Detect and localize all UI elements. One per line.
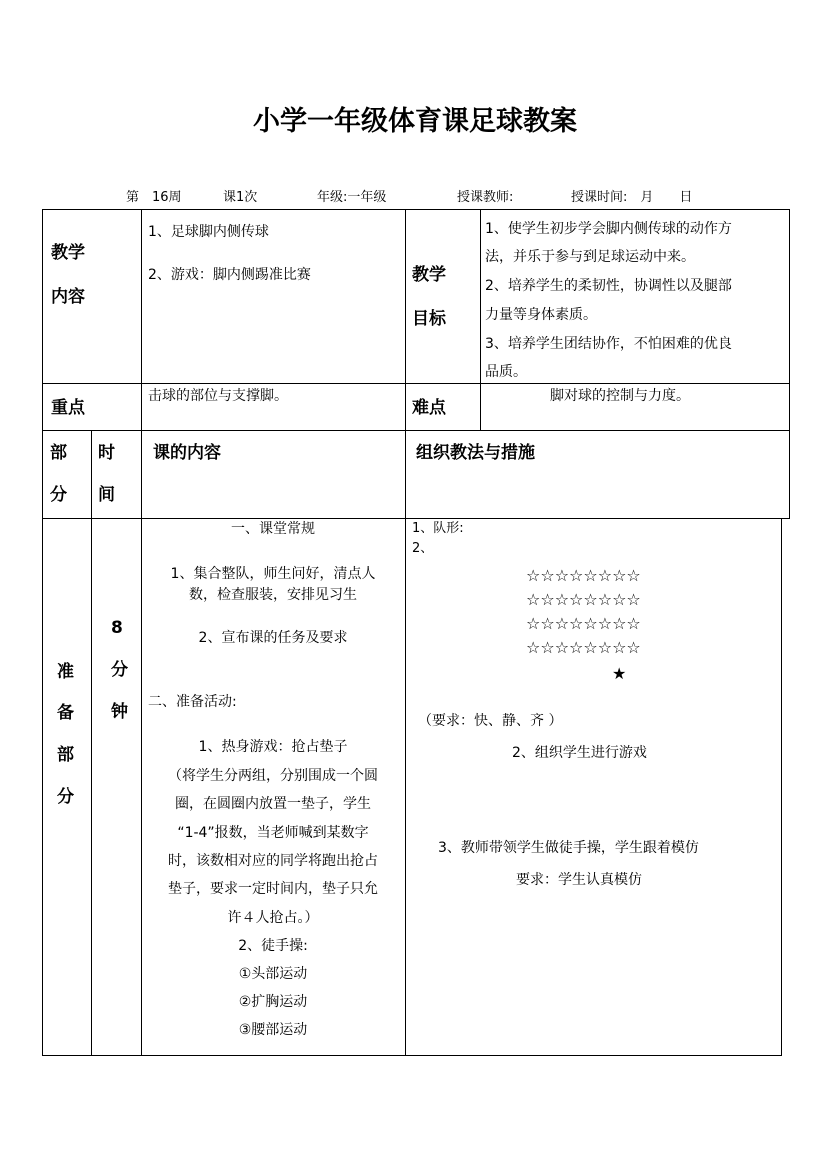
teaching-content-label-2: 内容 xyxy=(51,287,85,307)
method-line: 2、 xyxy=(412,541,434,556)
teaching-content-item: 2、游戏：脚内侧踢准比赛 xyxy=(148,267,311,283)
method-line: （要求：快、静、齐 ） xyxy=(418,713,563,729)
prep-time-label: 分 xyxy=(111,660,128,680)
content-line: “1-4”报数，当老师喊到某数字 xyxy=(177,825,369,841)
meta-teacher: 授课教师: xyxy=(457,190,514,205)
teaching-goal-line: 品质。 xyxy=(485,364,527,380)
key-point-label: 重点 xyxy=(51,398,85,418)
formation-row: ☆☆☆☆☆☆☆☆ xyxy=(526,566,641,585)
key-point-text: 击球的部位与支撑脚。 xyxy=(148,388,288,404)
teaching-goal-line: 法，并乐于参与到足球运动中来。 xyxy=(485,249,695,265)
difficulty-text: 脚对球的控制与力度。 xyxy=(550,388,690,404)
prep-part-label: 分 xyxy=(57,787,74,807)
difficulty-label: 难点 xyxy=(412,398,446,418)
content-line: 二、准备活动: xyxy=(148,694,237,710)
method-line: 要求：学生认真模仿 xyxy=(516,872,642,888)
meta-lesson: 课1次 xyxy=(223,190,258,205)
content-line: 一、课堂常规 xyxy=(231,521,315,537)
header-part: 部 xyxy=(50,443,67,463)
method-line: 1、队形: xyxy=(412,521,464,536)
page-title: 小学一年级体育课足球教案 xyxy=(253,106,577,137)
content-line: ②扩胸运动 xyxy=(238,994,308,1010)
content-line: 1、集合整队，师生问好，清点人 xyxy=(170,566,376,582)
teaching-content-label-1: 教学 xyxy=(51,243,85,263)
teaching-content-item: 1、足球脚内侧传球 xyxy=(148,224,269,240)
content-line: ③腰部运动 xyxy=(238,1022,308,1038)
prep-part-label: 备 xyxy=(57,703,74,723)
header-time: 间 xyxy=(98,485,115,505)
meta-time: 授课时间: 月 日 xyxy=(571,190,693,205)
teacher-star-icon: ★ xyxy=(612,664,627,683)
content-line: 许４人抢占。） xyxy=(227,910,319,926)
content-line: （将学生分两组，分别围成一个圆 xyxy=(168,768,378,784)
teaching-goal-label-1: 教学 xyxy=(412,265,446,285)
content-line: 垫子，要求一定时间内，垫子只允 xyxy=(168,881,378,897)
formation-row: ☆☆☆☆☆☆☆☆ xyxy=(526,614,641,633)
method-line: 3、教师带领学生做徒手操，学生跟着模仿 xyxy=(438,840,699,856)
prep-time-label: 钟 xyxy=(111,702,128,722)
header-part: 分 xyxy=(50,485,67,505)
teaching-goal-line: 2、培养学生的柔韧性，协调性以及腿部 xyxy=(485,278,732,294)
content-line: 2、宣布课的任务及要求 xyxy=(198,630,348,646)
method-line: 2、组织学生进行游戏 xyxy=(512,745,647,761)
teaching-goal-line: 力量等身体素质。 xyxy=(485,307,597,323)
teaching-goal-line: 1、使学生初步学会脚内侧传球的动作方 xyxy=(485,221,732,237)
formation-row: ☆☆☆☆☆☆☆☆ xyxy=(526,590,641,609)
prep-time-label: 8 xyxy=(111,618,123,638)
header-content: 课的内容 xyxy=(153,443,221,463)
content-line: 圈，在圆圈内放置一垫子，学生 xyxy=(175,796,371,812)
content-line: 1、热身游戏：抢占垫子 xyxy=(198,739,348,755)
content-line: 2、徒手操: xyxy=(238,938,308,954)
content-line: 数，检查服装，安排见习生 xyxy=(189,587,357,603)
teaching-goal-label-2: 目标 xyxy=(412,309,446,329)
prep-part-label: 部 xyxy=(57,745,74,765)
header-time: 时 xyxy=(98,443,115,463)
meta-week: 第 16周 xyxy=(126,190,182,205)
teaching-goal-line: 3、培养学生团结协作，不怕困难的优良 xyxy=(485,336,732,352)
content-line: 时，该数相对应的同学将跑出抢占 xyxy=(168,853,378,869)
content-line: ①头部运动 xyxy=(238,966,308,982)
prep-part-label: 准 xyxy=(57,662,74,682)
meta-grade: 年级:一年级 xyxy=(317,190,387,205)
formation-row: ☆☆☆☆☆☆☆☆ xyxy=(526,638,641,657)
header-method: 组织教法与措施 xyxy=(416,443,535,463)
